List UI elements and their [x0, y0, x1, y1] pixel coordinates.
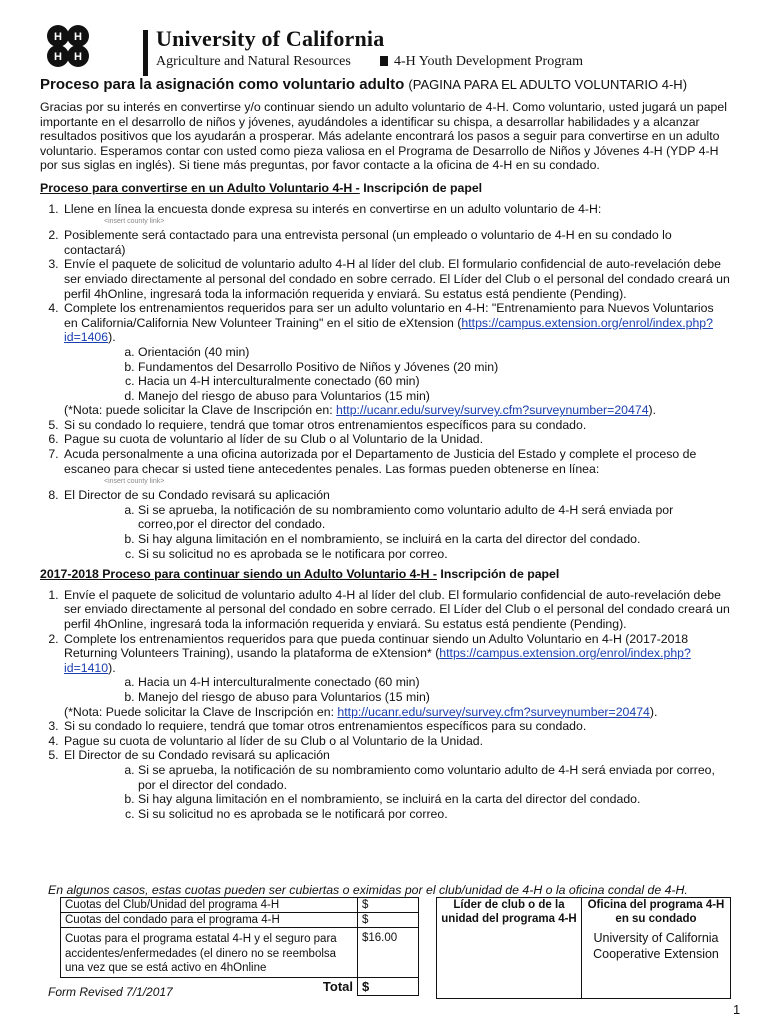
letterhead — [40, 22, 740, 74]
decision-item: a. Si se aprueba, la notificación de su nombramiento como voluntario adulto de 4-H será enviada por correo, por el director del condado. — [138, 763, 730, 792]
list-item: 5. Si su condado lo requiere, tendrá que tomar otros entrenamientos específicos para su condado. — [62, 418, 730, 433]
step-text: Complete los entrenamientos requeridos para ser un adulto voluntario en 4-H: "Entrenamiento para Nuevos Voluntarios en California/California New Volunteer Training" en el sitio de eXtension ( — [64, 301, 714, 330]
page-number: 1 — [733, 1002, 741, 1017]
section2-heading-underlined: 2017-2018 Proceso para continuar siendo un Adulto Voluntario 4-H - — [40, 567, 437, 582]
step-text: Complete los entrenamientos requeridos para que pueda continuar siendo un Adulto Voluntario en 4-H (2017-2018 Returning Volunteers Training), usando la plataforma de eXtension* ( — [64, 631, 689, 661]
county-office-header: Oficina del programa 4-H en su condado — [587, 899, 725, 925]
section2-heading — [40, 567, 730, 582]
training-item: b. Fundamentos del Desarrollo Positivo de Niños y Jóvenes (20 min) — [138, 360, 730, 375]
enrollment-note — [64, 705, 730, 720]
title-sub: (PAGINA PARA EL ADULTO VOLUNTARIO 4-H) — [408, 77, 688, 92]
list-item: 4. Pague su cuota de voluntario al líder de su Club o al Voluntario de la Unidad. — [62, 734, 730, 749]
county-office-box — [581, 897, 731, 999]
training-item: a. Orientación (40 min) — [138, 345, 730, 360]
decision-list — [64, 763, 730, 821]
division-name: Agriculture and Natural Resources — [156, 54, 351, 69]
note-text: (*Nota: puede solicitar la Clave de Inscripción en: — [64, 403, 337, 418]
club-leader-header: Líder de club o de la unidad del programa 4-H — [441, 899, 577, 925]
total-amount[interactable]: $ — [358, 977, 419, 995]
list-item — [62, 447, 730, 488]
svg-text:H: H — [74, 51, 82, 63]
step-text: Acuda personalmente a una oficina autorizada por el Departamento de Justicia del Estado y complete el proceso de escaneo para checar si usted tiene antecedentes penales. Las formas pueden obtenerse en línea: — [64, 447, 697, 476]
club-leader-box — [436, 897, 582, 999]
decision-item: a. Si se aprueba, la notificación de su nombramiento como voluntario adulto de 4-H será enviada por correo,por el director del condado. — [138, 503, 730, 532]
section1-heading — [40, 181, 730, 196]
form-revised-date: Form Revised 7/1/2017 — [48, 985, 173, 999]
note-text: (*Nota: Puede solicitar la Clave de Inscripción en: — [64, 704, 338, 719]
decision-item: b. Si hay alguna limitación en el nombramiento, se incluirá en la carta del director del condado. — [138, 792, 730, 807]
step-text: ). — [108, 330, 116, 345]
survey-link[interactable]: http://ucanr.edu/survey/survey.cfm?surveynumber=20474 — [337, 704, 650, 719]
county-link-placeholder: <insert county link> — [104, 218, 165, 226]
fees-intro: En algunos casos, estas cuotas pueden ser cubiertas o eximidas por el club/unidad de 4-H o la oficina condal de 4-H. — [48, 883, 688, 897]
training-item: a. Hacia un 4-H interculturalmente conectado (60 min) — [138, 675, 730, 690]
fee-label: Cuotas para el programa estatal 4-H y el seguro para accidentes/enfermedades (el dinero no se reembolsa una vez que se está activo en 4hOnline — [61, 928, 358, 978]
list-item: 2. Posiblemente será contactado para una entrevista personal (un empleado o voluntario de 4-H en su condado lo contactará) — [62, 228, 730, 257]
step-text: El Director de su Condado revisará su aplicación — [64, 488, 330, 503]
survey-link[interactable]: http://ucanr.edu/survey/survey.cfm?surveynumber=20474 — [336, 403, 649, 418]
total-label: Total — [61, 977, 358, 995]
4h-clover-logo — [40, 22, 98, 74]
enrollment-note — [64, 403, 730, 418]
fee-amount[interactable]: $ — [358, 913, 419, 928]
list-item: 3. Envíe el paquete de solicitud de voluntario adulto 4-H al líder del club. El formulario confidencial de auto-revelación debe ser enviado directamente al personal del condado en sobre cerrado. El Líder del Club o el personal del condado creará un perfil 4hOnline, ingresará toda la información requerida y enviará. Su estatus está pendiente (Pending). — [62, 257, 730, 301]
county-office-value: University of California Cooperative Extension — [593, 931, 719, 961]
training-list — [64, 345, 730, 403]
intro-paragraph: Gracias por su interés en convertirse y/o continuar siendo un adulto voluntario de 4-H. Como voluntario, usted jugará un papel importante en el desarrollo de niños y jóvenes, ayudándoles a identificar su chispa, a desarrollar habilidades y a alcanzar resultados positivos que los ayudarán a prosperar. Más adelante encontrará los pasos a seguir para convertirse en un adulto voluntario. Esperamos contar con usted como pieza valiosa en el Programa de Desarrollo de Niños y Jóvenes 4-H (YDP 4-H por sus siglas en inglés). Si tiene más preguntas, por favor contacte a la oficina de 4-H en su condado. — [40, 100, 727, 173]
svg-text:H: H — [54, 31, 62, 43]
step-text: Llene en línea la encuesta donde expresa su interés en convertirse en un adulto voluntario de 4-H: — [64, 201, 602, 216]
table-row — [61, 928, 419, 978]
program-name: 4-H Youth Development Program — [380, 54, 583, 70]
page-title — [40, 76, 730, 94]
list-item: 1. Envíe el paquete de solicitud de voluntario adulto 4-H al líder del club. El formulario confidencial de auto-revelación debe ser enviado directamente al personal del condado en sobre cerrado. El Líder del Club o el personal del condado creará un perfil 4hOnline, ingresará toda la información requerida y enviará. Su estatus está pendiente (Pending). — [62, 588, 730, 632]
svg-text:H: H — [54, 51, 62, 63]
title-main: Proceso para la asignación como voluntario adulto — [40, 76, 405, 93]
list-item — [62, 632, 730, 720]
letterhead-divider — [143, 30, 148, 76]
fee-label: Cuotas del Club/Unidad del programa 4-H — [61, 898, 358, 913]
decision-item: b. Si hay alguna limitación en el nombramiento, se incluirá en la carta del director del condado. — [138, 532, 730, 547]
list-item: 3. Si su condado lo requiere, tendrá que tomar otros entrenamientos específicos para su condado. — [62, 719, 730, 734]
decision-list — [64, 503, 730, 561]
section1-heading-rest: Inscripción de papel — [359, 180, 483, 195]
note-text: ). — [649, 704, 658, 719]
section2-heading-rest: Inscripción de papel — [437, 567, 560, 582]
decision-item: c. Si su solicitud no es aprobada se le notificara por correo. — [138, 547, 730, 562]
training-list — [64, 675, 730, 704]
section1-steps — [40, 202, 730, 562]
list-item: 6. Pague su cuota de voluntario al líder de su Club o al Voluntario de la Unidad. — [62, 432, 730, 447]
training-item: b. Manejo del riesgo de abuso para Voluntarios (15 min) — [138, 690, 730, 705]
training-item: d. Manejo del riesgo de abuso para Voluntarios (15 min) — [138, 389, 730, 404]
training-item: c. Hacia un 4-H interculturalmente conectado (60 min) — [138, 374, 730, 389]
table-row — [61, 913, 419, 928]
extension-link-1406[interactable]: https://campus.extension.org/enrol/index.php?id=1406 — [64, 315, 713, 345]
svg-text:H: H — [74, 31, 82, 43]
table-row — [61, 898, 419, 913]
county-link-placeholder: <insert county link> — [104, 478, 165, 486]
section2-steps — [40, 588, 730, 822]
fee-label: Cuotas del condado para el programa 4-H — [61, 913, 358, 928]
fees-table — [60, 897, 419, 996]
list-item — [62, 202, 730, 229]
decision-item: c. Si su solicitud no es aprobada se le notificará por correo. — [138, 807, 730, 822]
step-text: ). — [108, 660, 116, 675]
step-text: El Director de su Condado revisará su aplicación — [64, 748, 330, 763]
list-item — [62, 301, 730, 418]
main-content — [40, 76, 730, 821]
extension-link-1410[interactable]: https://campus.extension.org/enrol/index.php?id=1410 — [64, 646, 691, 675]
note-text: ). — [648, 403, 657, 418]
fee-amount[interactable]: $16.00 — [358, 928, 419, 978]
fee-amount[interactable]: $ — [358, 898, 419, 913]
list-item — [62, 748, 730, 821]
section1-heading-underlined: Proceso para convertirse en un Adulto Voluntario 4-H - — [40, 180, 360, 195]
list-item — [62, 488, 730, 561]
university-name: University of California — [156, 26, 385, 51]
